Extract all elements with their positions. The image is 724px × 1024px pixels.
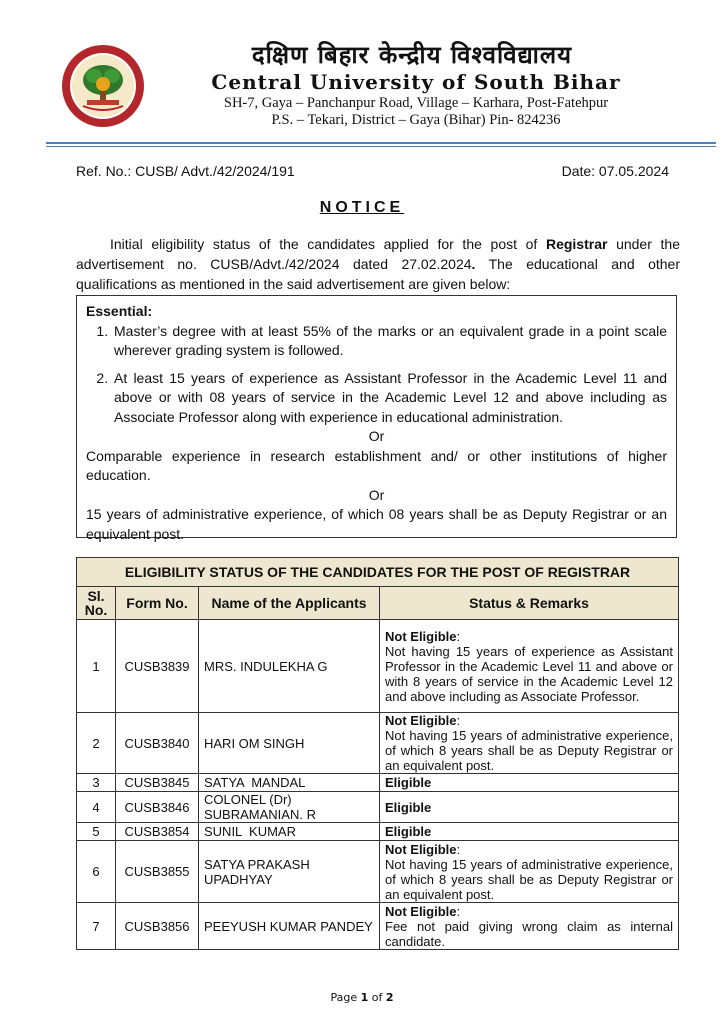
- status-label: Eligible: [385, 799, 432, 815]
- column-header-status: Status & Remarks: [380, 587, 679, 620]
- post-name: Registrar: [545, 236, 608, 252]
- intro-text-1: Initial eligibility status of the candidates applied for the post of: [110, 236, 546, 252]
- address-line-2: P.S. – Tekari, District – Gaya (Bihar) Pin- 824236: [271, 112, 561, 128]
- serial-number: 1: [77, 620, 116, 713]
- intro-dot: .: [471, 256, 476, 272]
- remark-text: Not having 15 years of administrative experience, of which 8 years shall be as Deputy Registrar or an equivalent post.: [385, 728, 673, 773]
- table-row: [77, 713, 679, 774]
- qualifications-box: [76, 295, 677, 542]
- header-rule-thin: [46, 146, 716, 147]
- status-remarks: Not Eligible: Not having 15 years of experience as Assistant Professor in the Academic Level 11 and above or with 8 years of service in the Academic Level 12 and above including as Associate Professor.: [380, 620, 679, 713]
- table-caption: ELIGIBILITY STATUS OF THE CANDIDATES FOR THE POST OF REGISTRAR: [77, 558, 679, 587]
- university-name: Central University of South Bihar: [211, 70, 621, 94]
- or-separator: Or: [368, 486, 385, 503]
- status-remarks: [380, 774, 679, 792]
- form-number: CUSB3856: [116, 903, 199, 950]
- table-row: [77, 620, 679, 713]
- applicant-name: PEEYUSH KUMAR PANDEY: [199, 903, 380, 950]
- table-row: [77, 774, 679, 792]
- applicant-name: SATYA MANDAL: [199, 774, 380, 792]
- status-label: Not Eligible: [385, 841, 457, 857]
- status-label: Not Eligible: [385, 713, 457, 728]
- status-remarks: Not Eligible: Not having 15 years of administrative experience, of which 8 years shall be as Deputy Registrar or an equivalent post.: [380, 713, 679, 774]
- form-number: CUSB3840: [116, 713, 199, 774]
- reference-number: Ref. No.: CUSB/ Advt./42/2024/191: [76, 163, 295, 179]
- university-name-hindi: दक्षिण बिहार केन्द्रीय विश्वविद्यालय: [251, 41, 573, 69]
- essential-heading: Essential:: [86, 303, 153, 319]
- form-number: CUSB3839: [116, 620, 199, 713]
- remark-text: Not having 15 years of experience as Assistant Professor in the Academic Level 11 and above or with 8 years of service in the Academic Level 12 and above including as Associate Professor.: [385, 643, 673, 704]
- qualification-item: 1. Master’s degree with at least 55% of the marks or an equivalent grade in a point scale wherever grading system is followed.: [112, 322, 667, 361]
- applicant-name: HARI OM SINGH: [199, 713, 380, 774]
- table-row: [77, 792, 679, 823]
- applicant-name: SATYA PRAKASH UPADHYAY: [199, 841, 380, 903]
- form-number: CUSB3846: [116, 792, 199, 823]
- status-label: Eligible: [385, 775, 432, 790]
- qualification-list: [86, 322, 667, 428]
- form-number: CUSB3855: [116, 841, 199, 903]
- form-number: CUSB3845: [116, 774, 199, 792]
- notice-date: Date: 07.05.2024: [561, 163, 669, 179]
- letterhead: [0, 0, 724, 160]
- page-number: 1: [360, 991, 369, 1004]
- intro-text-2: under the advertisement no. CUSB/Advt./42/2024 dated 27.02.2024: [76, 236, 680, 272]
- column-header-name: Name of the Applicants: [199, 587, 380, 620]
- alternate-qualification: 15 years of administrative experience, of which 08 years shall be as Deputy Registrar or an equivalent post.: [86, 506, 667, 542]
- intro-text-3: The educational and other qualifications as mentioned in the said advertisement are given below:: [76, 256, 680, 292]
- qualification-item: 2. At least 15 years of experience as Assistant Professor in the Academic Level 11 and above or with 08 years of service in the Academic Level 12 and above including as Associate Professor along with experience in educational administration.: [112, 369, 667, 428]
- column-header-sl: Sl. No.: [77, 587, 116, 620]
- remark-text: Not having 15 years of administrative experience, of which 8 years shall be as Deputy Registrar or an equivalent post.: [385, 856, 673, 902]
- status-remarks: [380, 823, 679, 841]
- serial-number: 6: [77, 841, 116, 903]
- serial-number: 5: [77, 823, 116, 841]
- table-row: [77, 841, 679, 903]
- notice-title: NOTICE: [319, 199, 405, 216]
- intro-paragraph: [76, 234, 680, 294]
- serial-number: 4: [77, 792, 116, 823]
- alternate-qualification: Comparable experience in research establishment and/ or other institutions of higher education.: [86, 447, 667, 483]
- applicant-name: SUNIL KUMAR: [199, 823, 380, 841]
- status-remarks: Not Eligible: Fee not paid giving wrong claim as internal candidate.: [380, 903, 679, 950]
- serial-number: 2: [77, 713, 116, 774]
- eligibility-table: [76, 557, 679, 950]
- status-label: Eligible: [385, 824, 432, 839]
- form-number: CUSB3854: [116, 823, 199, 841]
- status-remarks: Not Eligible: Not having 15 years of administrative experience, of which 8 years shall be as Deputy Registrar or an equivalent post.: [380, 841, 679, 903]
- remark-text: Fee not paid giving wrong claim as internal candidate.: [385, 918, 673, 949]
- status-remarks: [380, 792, 679, 823]
- header-rule: [46, 142, 716, 144]
- status-label: Not Eligible: [385, 628, 457, 644]
- address-line-1: SH-7, Gaya – Panchanpur Road, Village – Karhara, Post-Fatehpur: [223, 95, 609, 111]
- serial-number: 7: [77, 903, 116, 950]
- page-total: 2: [385, 991, 394, 1004]
- serial-number: 3: [77, 774, 116, 792]
- or-separator: Or: [368, 428, 385, 444]
- applicant-name: COLONEL (Dr) SUBRAMANIAN. R: [199, 792, 380, 823]
- page-word: Page: [330, 991, 361, 1004]
- table-row: [77, 903, 679, 950]
- page-footer: [0, 991, 724, 1004]
- table-row: [77, 823, 679, 841]
- of-word: of: [368, 991, 386, 1004]
- column-header-form: Form No.: [116, 587, 199, 620]
- status-label: Not Eligible: [385, 903, 457, 919]
- applicant-name: MRS. INDULEKHA G: [199, 620, 380, 713]
